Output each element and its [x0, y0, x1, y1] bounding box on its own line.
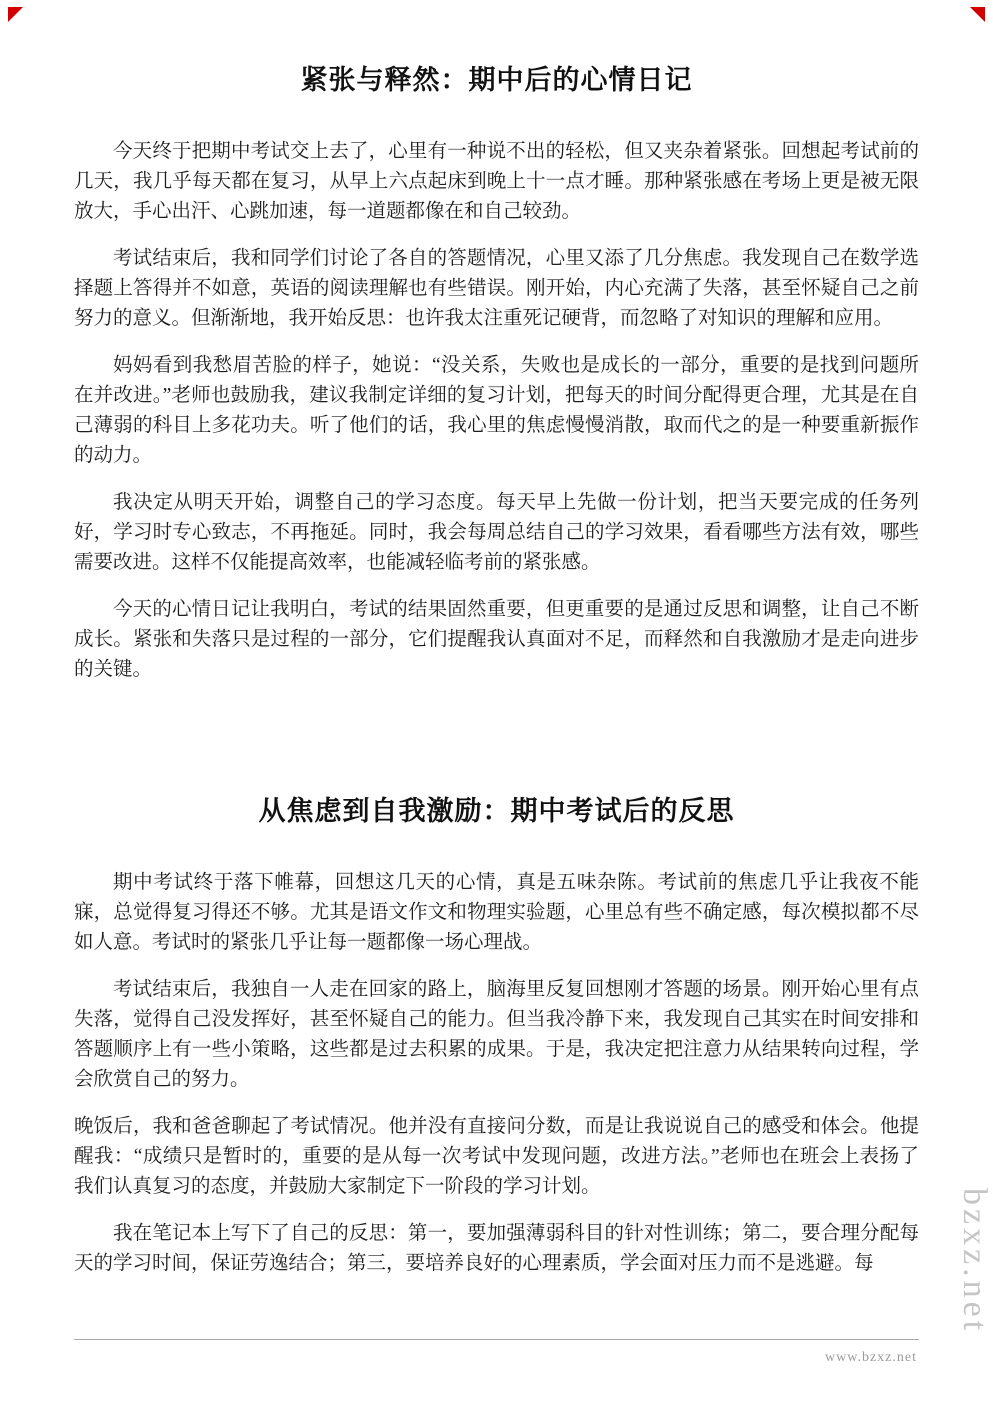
- paragraph: 今天的心情日记让我明白，考试的结果固然重要，但更重要的是通过反思和调整，让自己不断成长。紧张和失落只是过程的一部分，它们提醒我认真面对不足，而释然和自我激励才是走向进步的关键。: [74, 599, 919, 680]
- paragraph: 妈妈看到我愁眉苦脸的样子，她说：“没关系，失败也是成长的一部分，重要的是找到问题所在并改进。”老师也鼓励我，建议我制定详细的复习计划，把每天的时间分配得更合理，尤其是在自己薄弱的科目上多花功夫。听了他们的话，我心里的焦虑慢慢消散，取而代之的是一种要重新振作的动力。: [74, 355, 919, 466]
- paragraph: 晚饭后，我和爸爸聊起了考试情况。他并没有直接问分数，而是让我说说自己的感受和体会。他提醒我：“成绩只是暂时的，重要的是从每一次考试中发现问题，改进方法。”老师也在班会上表扬了我们认真复习的态度，并鼓励大家制定下一阶段的学习计划。: [74, 1116, 919, 1197]
- paragraph: 考试结束后，我和同学们讨论了各自的答题情况，心里又添了几分焦虑。我发现自己在数学选择题上答得并不如意，英语的阅读理解也有些错误。刚开始，内心充满了失落，甚至怀疑自己之前努力的意义。但渐渐地，我开始反思：也许我太注重死记硬背，而忽略了对知识的理解和应用。: [74, 248, 919, 329]
- paragraph: 期中考试终于落下帷幕，回想这几天的心情，真是五味杂陈。考试前的焦虑几乎让我夜不能寐，总觉得复习得还不够。尤其是语文作文和物理实验题，心里总有些不确定感，每次模拟都不尽如人意。考试时的紧张几乎让每一题都像一场心理战。: [74, 872, 919, 953]
- paragraph: 考试结束后，我独自一人走在回家的路上，脑海里反复回想刚才答题的场景。刚开始心里有点失落，觉得自己没发挥好，甚至怀疑自己的能力。但当我冷静下来，我发现自己其实在时间安排和答题顺序上有一些小策略，这些都是过去积累的成果。于是，我决定把注意力从结果转向过程，学会欣赏自己的努力。: [74, 979, 919, 1090]
- footer-divider: [74, 1339, 919, 1340]
- essay-1: [74, 58, 919, 685]
- essay-2: [74, 789, 919, 1279]
- watermark-url: www.bzxz.net: [825, 1350, 917, 1365]
- paragraph: 今天终于把期中考试交上去了，心里有一种说不出的轻松，但又夹杂着紧张。回想起考试前的几天，我几乎每天都在复习，从早上六点起床到晚上十一点才睡。那种紧张感在考场上更是被无限放大，手心出汗、心跳加速，每一道题都像在和自己较劲。: [74, 141, 919, 222]
- watermark-vertical: bzxz.net: [956, 1187, 993, 1334]
- essay-1-title: 紧张与释然：期中后的心情日记: [300, 65, 693, 95]
- essay-2-title: 从焦虑到自我激励：期中考试后的反思: [258, 796, 735, 826]
- paragraph: 我决定从明天开始，调整自己的学习态度。每天早上先做一份计划，把当天要完成的任务列好，学习时专心致志，不再拖延。同时，我会每周总结自己的学习效果，看看哪些方法有效，哪些需要改进。这样不仅能提高效率，也能减轻临考前的紧张感。: [74, 492, 919, 573]
- paragraph: 我在笔记本上写下了自己的反思：第一，要加强薄弱科目的针对性训练；第二，要合理分配每天的学习时间，保证劳逸结合；第三，要培养良好的心理素质，学会面对压力而不是逃避。每: [74, 1223, 919, 1274]
